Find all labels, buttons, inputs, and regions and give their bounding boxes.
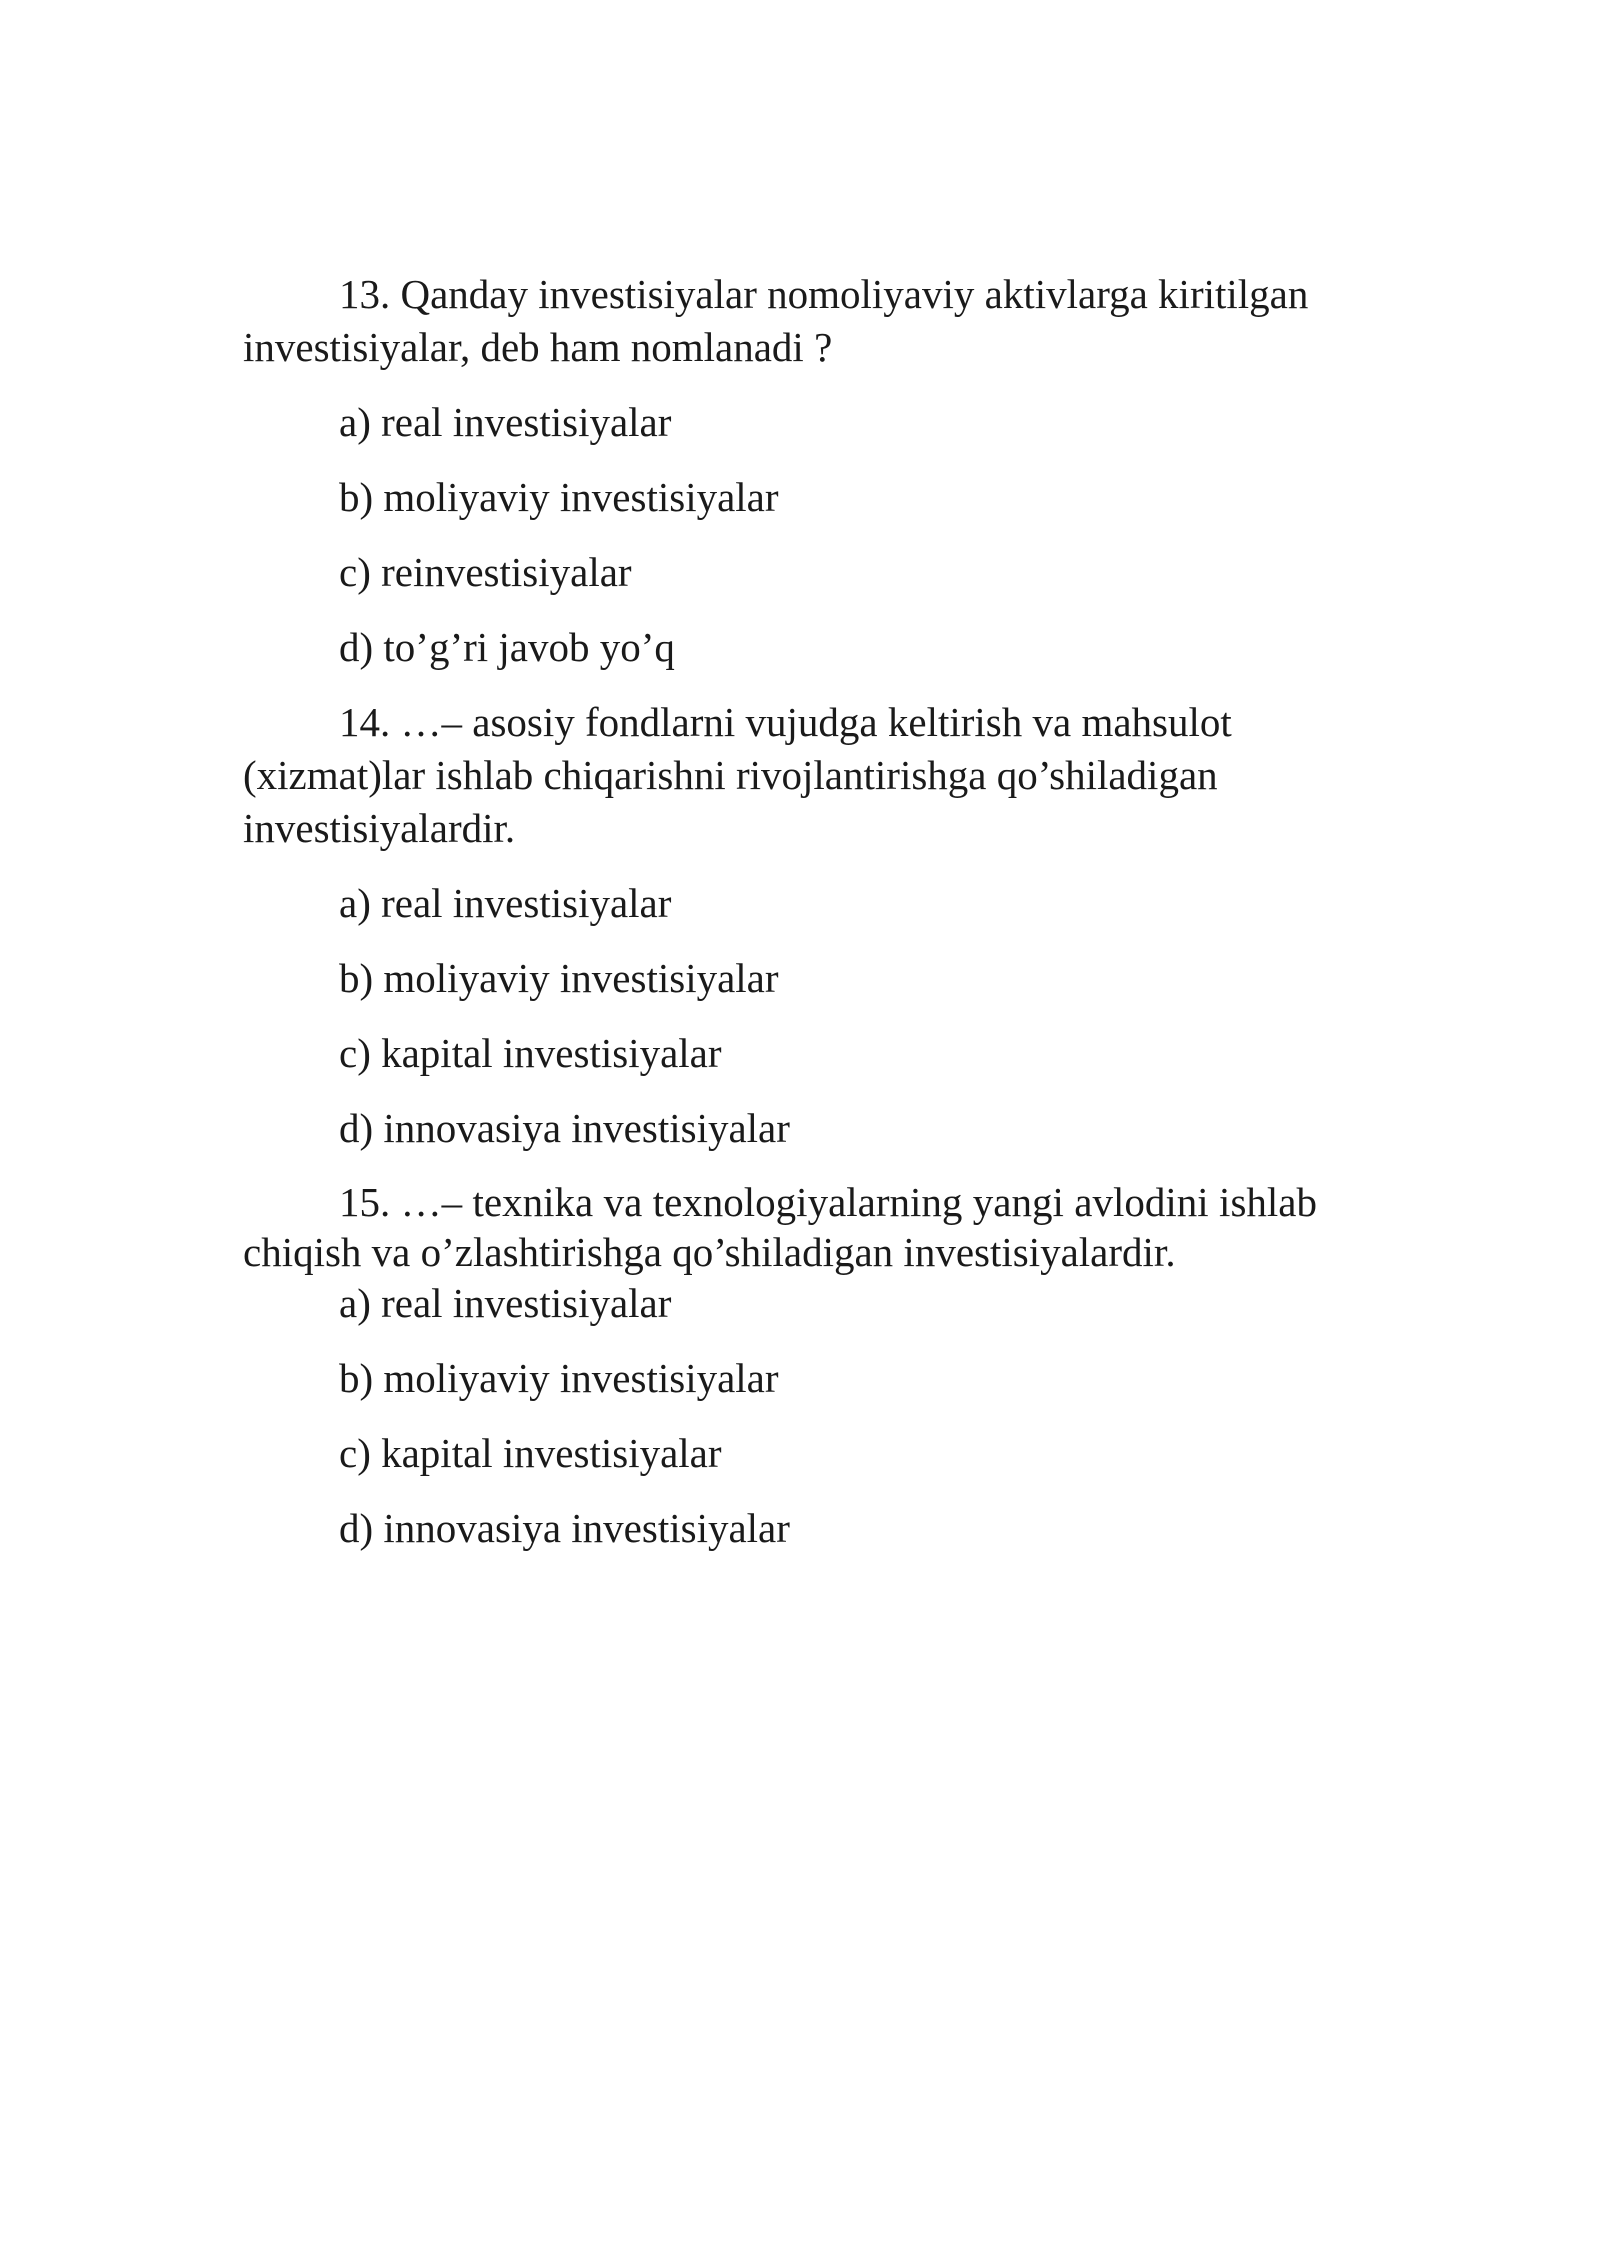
- question-13: [243, 268, 1317, 674]
- answer-option-c: c) reinvestisiyalar: [339, 549, 632, 595]
- question-text: 13. Qanday investisiyalar nomoliyaviy aktivlarga kiritilgan investisiyalar, deb ham nomlanadi ?: [243, 271, 1309, 370]
- answer-option-b: b) moliyaviy investisiyalar: [339, 1355, 779, 1401]
- document-content: [243, 268, 1317, 1577]
- answer-option-d: d) innovasiya investisiyalar: [339, 1505, 790, 1551]
- question-text: 15. …– texnika va texnologiyalarning yangi avlodini ishlab chiqish va o’zlashtirishga qo’shiladigan investisiyalardir.: [243, 1179, 1317, 1275]
- question-14: [243, 696, 1317, 1155]
- question-text: 14. …– asosiy fondlarni vujudga keltirish va mahsulot (xizmat)lar ishlab chiqarishni rivojlantirishga qo’shiladigan investisiyalardir.: [243, 699, 1232, 851]
- answer-option-a: a) real investisiyalar: [339, 1280, 672, 1326]
- answer-option-c: c) kapital investisiyalar: [339, 1030, 722, 1076]
- answer-option-b: b) moliyaviy investisiyalar: [339, 474, 779, 520]
- answer-option-b: b) moliyaviy investisiyalar: [339, 955, 779, 1001]
- answer-option-d: d) innovasiya investisiyalar: [339, 1105, 790, 1151]
- answer-option-c: c) kapital investisiyalar: [339, 1430, 722, 1476]
- question-15: [243, 1177, 1317, 1555]
- answer-option-a: a) real investisiyalar: [339, 880, 672, 926]
- answer-option-d: d) to’g’ri javob yo’q: [339, 624, 675, 670]
- answer-option-a: a) real investisiyalar: [339, 399, 672, 445]
